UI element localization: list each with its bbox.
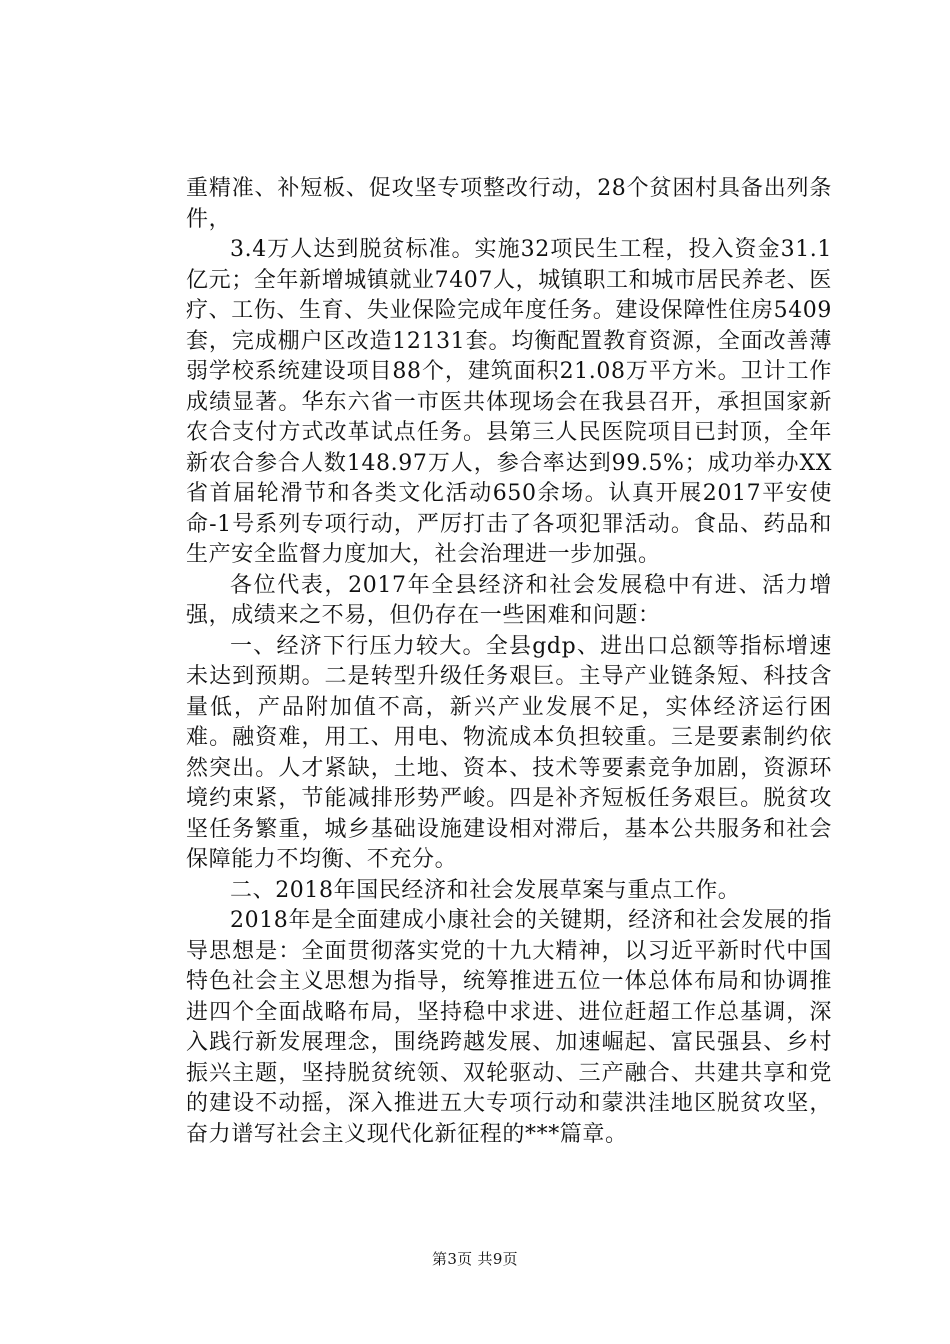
document-body bbox=[186, 174, 832, 1150]
paragraph-2: 3.4万人达到脱贫标准。实施32项民生工程，投入资金31.1亿元；全年新增城镇就业7407人，城镇职工和城市居民养老、医疗、工伤、生育、失业保险完成年度任务。建设保障性住房5409套，完成棚户区改造12131套。均衡配置教育资源，全面改善薄弱学校系统建设项目88个，建筑面积21.08万平方米。卫计工作成绩显著。华东六省一市医共体现场会在我县召开，承担国家新农合支付方式改革试点任务。县第三人民医院项目已封顶，全年新农合参合人数148.97万人，参合率达到99.5%；成功举办XX省首届轮滑节和各类文化活动650余场。认真开展2017平安使命-1号系列专项行动，严厉打击了各项犯罪活动。食品、药品和生产安全监督力度加大，社会治理进一步加强。 bbox=[186, 237, 832, 567]
paragraph-5: 二、2018年国民经济和社会发展草案与重点工作。 bbox=[230, 877, 741, 903]
paragraph-3: 各位代表，2017年全县经济和社会发展稳中有进、活力增强，成绩来之不易，但仍存在一些困难和问题： bbox=[186, 572, 832, 628]
paragraph-4: 一、经济下行压力较大。全县gdp、进出口总额等指标增速未达到预期。二是转型升级任务艰巨。主导产业链条短、科技含量低，产品附加值不高，新兴产业发展不足，实体经济运行困难。融资难，用工、用电、物流成本负担较重。三是要素制约依然突出。人才紧缺，土地、资本、技术等要素竞争加剧，资源环境约束紧，节能减排形势严峻。四是补齐短板任务艰巨。脱贫攻坚任务繁重，城乡基础设施建设相对滞后，基本公共服务和社会保障能力不均衡、不充分。 bbox=[186, 633, 832, 872]
paragraph-1: 重精准、补短板、促攻坚专项整改行动，28个贫困村具备出列条件， bbox=[186, 176, 832, 232]
page-footer: 第3页 共9页 bbox=[432, 1250, 518, 1268]
paragraph-6: 2018年是全面建成小康社会的关键期，经济和社会发展的指导思想是：全面贯彻落实党的十九大精神，以习近平新时代中国特色社会主义思想为指导，统筹推进五位一体总体布局和协调推进四个全面战略布局，坚持稳中求进、进位赶超工作总基调，深入践行新发展理念，围绕跨越发展、加速崛起、富民强县、乡村振兴主题，坚持脱贫统领、双轮驱动、三产融合、共建共享和党的建设不动摇，深入推进五大专项行动和蒙洪洼地区脱贫攻坚，奋力谱写社会主义现代化新征程的***篇章。 bbox=[186, 908, 832, 1147]
